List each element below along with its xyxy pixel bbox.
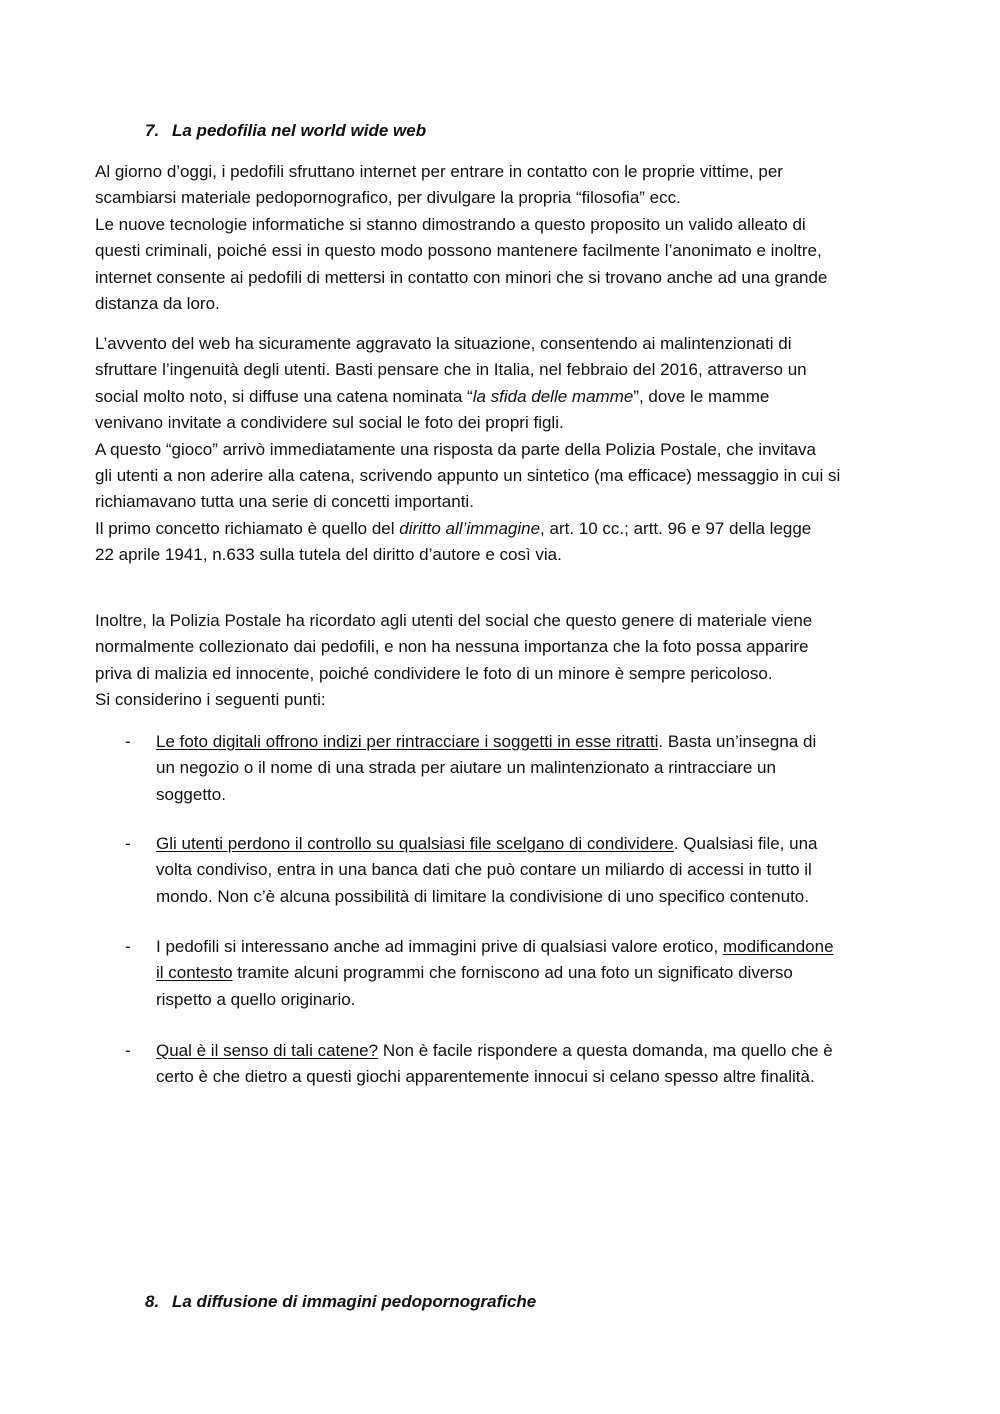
- text-line: mondo. Non c’è alcuna possibilità di limitare la condivisione di uno specifico contenuto.: [156, 886, 809, 906]
- underlined-text: il contesto: [156, 963, 233, 983]
- list-item-text: [156, 729, 916, 808]
- underlined-text: Le foto digitali offrono indizi per rintracciare i soggetti in esse ritratti: [156, 732, 659, 751]
- text-line: A questo “gioco” arrivò immediatamente una risposta da parte della Polizia Postale, che invitava: [95, 439, 816, 459]
- text-line: scambiarsi materiale pedopornografico, per divulgare la propria “filosofia” ecc.: [95, 188, 681, 208]
- text-line: venivano invitate a condividere sul social le foto dei propri figli.: [95, 413, 564, 433]
- text-span: ”, dove le mamme: [633, 386, 770, 406]
- text-line: [156, 831, 916, 857]
- text-span: . Qualsiasi file, una: [673, 834, 818, 853]
- text-line: internet consente ai pedofili di mettersi in contatto con minori che si trovano anche ad una grande: [95, 267, 828, 287]
- section-title: La pedofilia nel world wide web: [172, 121, 427, 140]
- text-span: , art. 10 cc.; artt. 96 e 97 della legge: [540, 518, 812, 538]
- text-line: gli utenti a non aderire alla catena, scrivendo appunto un sintetico (ma efficace) messaggio in cui si: [95, 466, 841, 486]
- text-line: priva di malizia ed innocente, poiché condividere le foto di un minore è sempre pericoloso.: [95, 663, 773, 683]
- text-line: L’avvento del web ha sicuramente aggravato la situazione, consentendo ai malintenzionati di: [95, 334, 792, 353]
- text-line: [156, 934, 916, 960]
- text-line: 22 aprile 1941, n.633 sulla tutela del diritto d’autore e così via.: [95, 545, 562, 565]
- text-span: Non è facile rispondere a questa domanda, ma quello che è: [378, 1041, 833, 1060]
- italic-text: la sfida delle mamme: [472, 386, 634, 406]
- section-heading: [145, 121, 426, 141]
- list-item-text: [156, 934, 916, 1013]
- text-span: tramite alcuni programmi che forniscono ad una foto un significato diverso: [232, 963, 793, 983]
- text-line: richiamavano tutta una serie di concetti importanti.: [95, 492, 474, 512]
- underlined-text: Qual è il senso di tali catene?: [156, 1041, 379, 1060]
- text-line: Al giorno d’oggi, i pedofili sfruttano internet per entrare in contatto con le proprie vittime, per: [95, 162, 783, 181]
- text-span: . Basta un’insegna di: [658, 732, 817, 751]
- text-line: [156, 729, 916, 755]
- italic-text: diritto all’immagine: [399, 518, 541, 538]
- bullet-dash: -: [125, 937, 131, 956]
- section-number: 8.: [145, 1292, 160, 1311]
- section-title: La diffusione di immagini pedopornografiche: [172, 1292, 537, 1311]
- text-line: [95, 516, 910, 542]
- text-span: social molto noto, si diffuse una catena nominata “: [95, 386, 473, 406]
- bullet-dash: -: [125, 732, 131, 751]
- underlined-text: Gli utenti perdono il controllo su qualsiasi file scelgano di condividere: [156, 834, 674, 853]
- text-line: soggetto.: [156, 784, 226, 804]
- text-line: rispetto a quello originario.: [156, 989, 356, 1009]
- text-line: [156, 960, 916, 986]
- text-line: Inoltre, la Polizia Postale ha ricordato agli utenti del social che questo genere di materiale viene: [95, 611, 813, 630]
- text-line: questi criminali, poiché essi in questo modo possono mantenere facilmente l’anonimato e inoltre,: [95, 241, 822, 261]
- list-item-text: [156, 831, 916, 910]
- section-number: 7.: [145, 121, 160, 140]
- section-heading: [145, 1292, 536, 1312]
- text-span: I pedofili si interessano anche ad immagini prive di qualsiasi valore erotico,: [156, 937, 723, 956]
- bullet-dash: -: [125, 834, 131, 853]
- text-line: Si considerino i seguenti punti:: [95, 690, 326, 710]
- paragraph: [95, 608, 910, 714]
- list-item-text: [156, 1038, 916, 1091]
- text-line: [95, 384, 910, 410]
- text-line: certo è che dietro a questi giochi apparentemente innocui si celano spesso altre finalità.: [156, 1067, 815, 1087]
- text-span: Il primo concetto richiamato è quello del: [95, 518, 400, 538]
- bullet-dash: -: [125, 1041, 131, 1060]
- text-line: un negozio o il nome di una strada per aiutare un malintenzionato a rintracciare un: [156, 758, 776, 778]
- text-line: volta condiviso, entra in una banca dati che può contare un miliardo di accessi in tutto il: [156, 860, 812, 880]
- paragraph: [95, 159, 910, 317]
- underlined-text: modificandone: [722, 937, 834, 956]
- text-line: normalmente collezionato dai pedofili, e non ha nessuna importanza che la foto possa apparire: [95, 637, 809, 657]
- paragraph: [95, 331, 910, 569]
- text-line: [156, 1038, 916, 1064]
- text-line: Le nuove tecnologie informatiche si stanno dimostrando a questo proposito un valido alleato di: [95, 214, 806, 234]
- text-line: sfruttare l’ingenuità degli utenti. Basti pensare che in Italia, nel febbraio del 2016, attraverso un: [95, 360, 807, 380]
- text-line: distanza da loro.: [95, 294, 220, 314]
